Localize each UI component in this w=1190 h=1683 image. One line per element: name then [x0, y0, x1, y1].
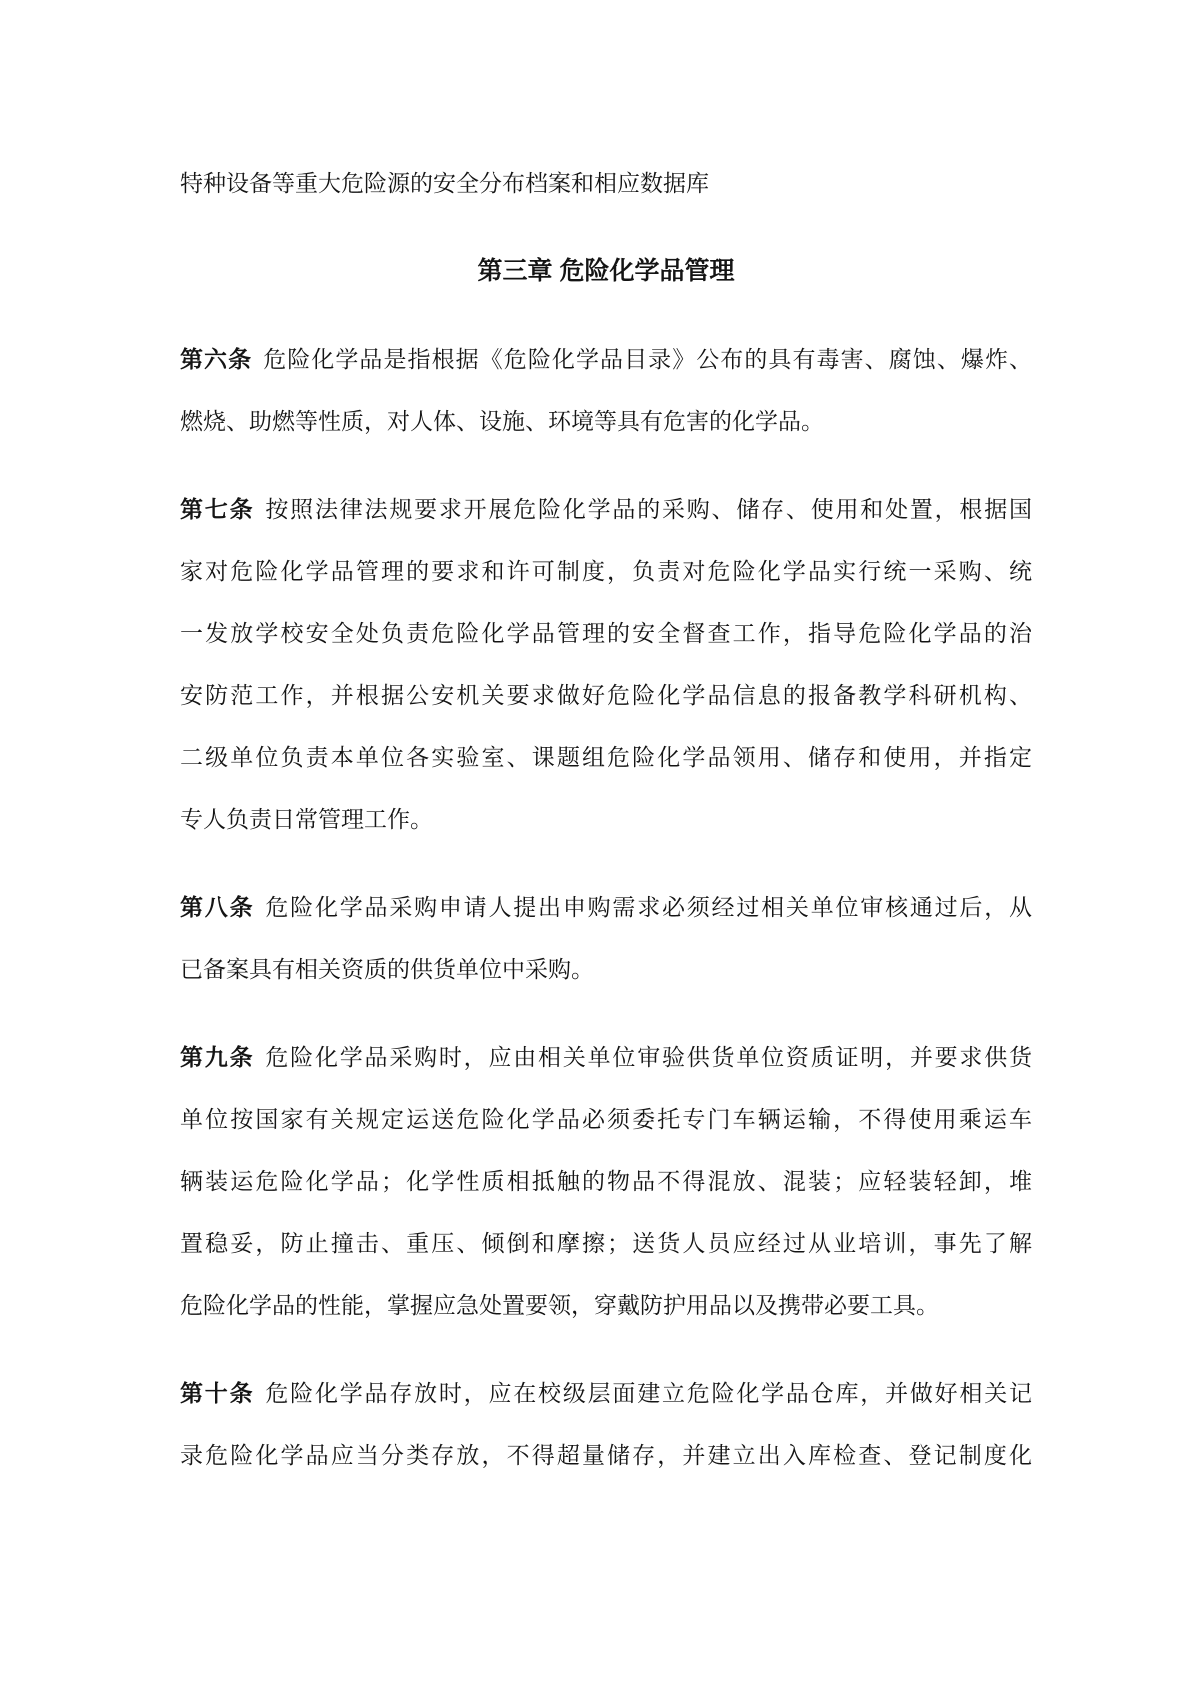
- text-line: 家对危险化学品管理的要求和许可制度，负责对危险化学品实行统一采购、统: [180, 558, 1032, 584]
- article-paragraph: [180, 478, 1032, 850]
- article-number-label: 第十条: [180, 1380, 255, 1406]
- text-line: 第十条 危险化学品存放时，应在校级层面建立危险化学品仓库，并做好相关记: [180, 1380, 1033, 1406]
- article-paragraph: [180, 1026, 1032, 1336]
- text-line: 置稳妥，防止撞击、重压、倾倒和摩擦；送货人员应经过从业培训，事先了解: [180, 1230, 1032, 1256]
- text-line: 第八条 危险化学品采购申请人提出申购需求必须经过相关单位审核通过后，从: [180, 894, 1033, 920]
- text-line: 第六条 危险化学品是指根据《危险化学品目录》公布的具有毒害、腐蚀、爆炸、: [180, 346, 1033, 372]
- article-paragraph: [180, 1362, 1032, 1486]
- text-line: 二级单位负责本单位各实验室、课题组危险化学品领用、储存和使用，并指定: [180, 744, 1032, 770]
- text-line: 录危险化学品应当分类存放，不得超量储存，并建立出入库检查、登记制度化: [180, 1442, 1032, 1468]
- article-number-label: 第六条: [180, 346, 253, 372]
- article-paragraph: [180, 328, 1032, 452]
- text-line: 燃烧、助燃等性质，对人体、设施、环境等具有危害的化学品。: [180, 408, 824, 434]
- article-number-label: 第八条: [180, 894, 255, 920]
- text-line: 辆装运危险化学品；化学性质相抵触的物品不得混放、混装；应轻装轻卸，堆: [180, 1168, 1032, 1194]
- text-line: 第九条 危险化学品采购时，应由相关单位审验供货单位资质证明，并要求供货: [180, 1044, 1033, 1070]
- text-line: 一发放学校安全处负责危险化学品管理的安全督查工作，指导危险化学品的治: [180, 620, 1032, 646]
- text-line: 专人负责日常管理工作。: [180, 806, 433, 832]
- continuation-text: 特种设备等重大危险源的安全分布档案和相应数据库: [180, 170, 709, 196]
- chapter-heading: 第三章 危险化学品管理: [477, 257, 735, 285]
- text-line: 危险化学品的性能，掌握应急处置要领，穿戴防护用品以及携带必要工具。: [180, 1292, 939, 1318]
- text-line: 第七条 按照法律法规要求开展危险化学品的采购、储存、使用和处置，根据国: [180, 496, 1033, 522]
- text-line: 单位按国家有关规定运送危险化学品必须委托专门车辆运输，不得使用乘运车: [180, 1106, 1032, 1132]
- article-number-label: 第七条: [180, 496, 255, 522]
- articles-container: [180, 328, 1032, 1486]
- article-number-label: 第九条: [180, 1044, 255, 1070]
- text-line: 安防范工作，并根据公安机关要求做好危险化学品信息的报备教学科研机构、: [180, 682, 1032, 708]
- text-line: 已备案具有相关资质的供货单位中采购。: [180, 956, 594, 982]
- article-paragraph: [180, 876, 1032, 1000]
